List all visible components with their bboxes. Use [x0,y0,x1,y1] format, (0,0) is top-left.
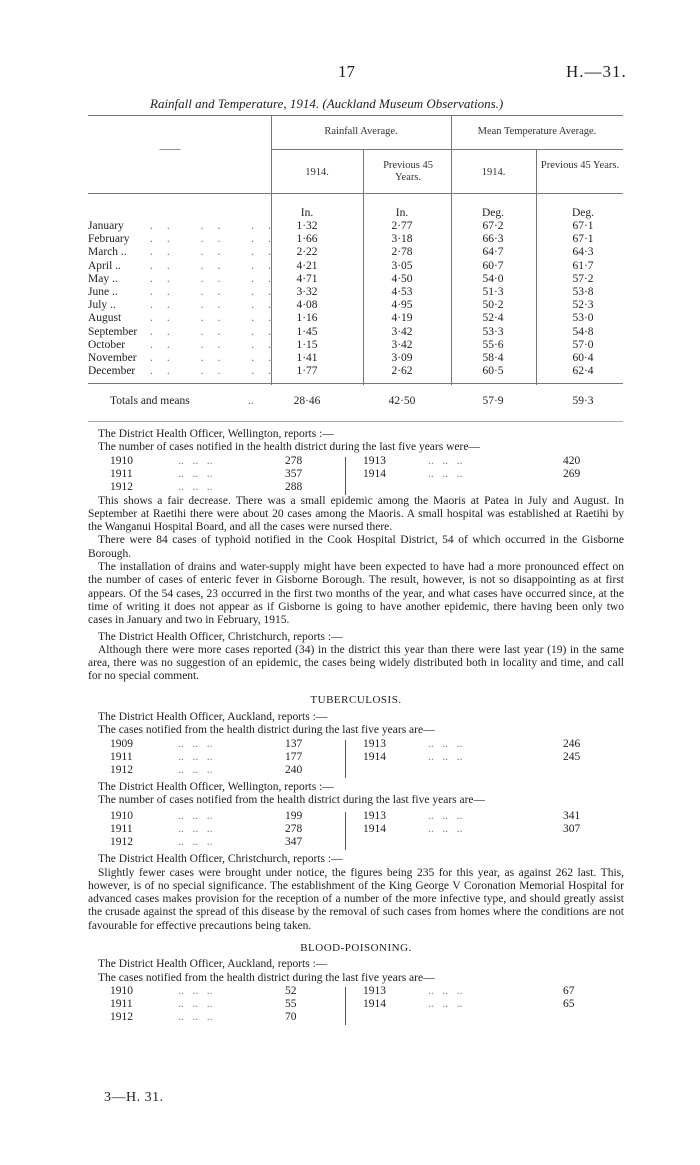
report-intro: The District Health Officer, Wellington, reports :— [98,428,334,440]
paragraph: Slightly fewer cases were brought under notice, the figures being 235 for this year, as against 262 last. This, however, is of no special significance. The establishment of the King George V Coronation Memorial Hospital for advanced cases makes provision for the reception of a number of the more infective type, and should greatly assist the crusade against the spread of this disease by the removal of such cases from homes where the conditions are not favourable for effective precautions being taken. [88,866,624,932]
header-rule [271,149,623,150]
table-row: May .. .. .. .. 4·71 4·50 54·0 57·2 [88,272,594,285]
section-heading: BLOOD-POISONING. [300,942,412,955]
report-intro: The District Health Officer, Auckland, reports :— [98,711,328,724]
table-row: April .. .. .. .. 4·21 3·05 60·7 61·7 [88,259,594,272]
report-intro: The District Health Officer, Auckland, reports :— [98,958,328,971]
totals-rule [88,383,623,384]
report-intro: The District Health Officer, Christchurch, reports :— [98,630,343,643]
units-row [88,207,623,220]
table-row: July .. .. .. .. 4·08 4·95 50·2 52·3 [88,299,594,312]
table-row: December .. .. .. 1·77 2·62 60·5 62·4 [88,365,594,378]
table-row: February .. .. .. 1·66 3·18 66·3 67·1 [88,233,594,246]
tb-wellington-table: 1910 .. .. .. 199 1911 .. .. .. 278 1912 .. .. .. 347 1913 .. .. .. 341 1914 .. .. .. 307 [110,810,581,849]
totals-row: Totals and means .. 28·46 42·50 57·9 59·3 [110,395,594,407]
table-row: June .. .. .. .. 3·32 4·53 51·3 53·8 [88,285,594,298]
tb-auckland-table: 1909 .. .. .. 137 1911 .. .. .. 177 1912 .. .. .. 240 1913 .. .. .. 246 1914 .. .. .. 245 [110,737,581,776]
table-row: March .. .. .. .. 2·22 2·78 64·7 64·3 [88,246,594,259]
table-bottom-rule [88,421,623,422]
bp-auckland-table: 1910 .. .. .. 52 1911 .. .. .. 55 1912 .. .. .. 70 1913 .. .. .. 67 1914 .. .. .. 65 [110,984,575,1023]
unit-label: In. [300,207,314,219]
header-bottom-rule [88,193,623,194]
temperature-header: Mean Temperature Average. [477,126,597,137]
table-top-rule [88,115,623,116]
table-row: October .. .. .. 1·15 3·42 55·6 57·0 [88,338,594,351]
report-intro: The number of cases notified in the health district during the last five years were— [98,441,480,454]
rainfall-temperature-table [88,115,623,407]
totals-label: Totals and means [110,395,190,407]
report-body [88,428,624,1025]
typhoid-wellington-table: 1910 .. .. .. 278 1911 .. .. .. 357 1912 .. .. .. 288 1913 .. .. .. 420 1914 .. .. .. 269 [110,454,581,493]
report-intro: The District Health Officer, Wellington, reports :— [98,780,334,793]
page-footer: 3—H. 31. [104,1090,164,1105]
report-intro: The cases notified from the health district during the last five years are— [98,971,435,984]
table-row: August .. .. .. 1·16 4·19 52·4 53·0 [88,312,594,325]
table-row: November .. .. .. 1·41 3·09 58·4 60·4 [88,351,594,364]
section-heading: TUBERCULOSIS. [310,693,402,706]
page-reference: H.—31. [566,62,627,81]
unit-label: Deg. [481,207,505,219]
paragraph: There were 84 cases of typhoid notified in the Cook Hospital District, 54 of which occurred in the Gisborne Borough. [88,534,624,560]
report-intro: The District Health Officer, Christchurch, reports :— [98,853,343,866]
table-row: January .. .. .. 1·32 2·77 67·2 67·1 [88,220,594,232]
temp-1914-header: 1914. [481,167,506,178]
table-row: September .. .. .. 1·45 3·42 53·3 54·8 [88,325,594,338]
month-column-header: —— [159,144,181,155]
report-intro: The number of cases notified from the health district during the last five years are— [98,793,486,806]
paragraph: Although there were more cases reported (34) in the district this year than there were last year (19) in the same area, there was no suggestion of an epidemic, the cases being widely distributed both in locality and time, and call for no special comment. [88,643,624,683]
paragraph: The installation of drains and water-supply might have been expected to have had a more pronounced effect on the number of cases of enteric fever in Gisborne Borough. The result, however, is not so disappointing as at first appears. Of the 54 cases, 23 occurred in the first two months of the year, and what cases have occurred since, at the time of writing it does not appear as if Gisborne is going to have another epidemic, there having been only two cases in January and two in February, 1915. [88,561,624,627]
unit-label: In. [395,207,409,219]
rainfall-header: Rainfall Average. [324,126,398,137]
page-number: 17 [338,62,355,81]
rain-1914-header: 1914. [305,167,329,178]
report-intro: The cases notified from the health district during the last five years are— [98,724,435,737]
month-rows [88,220,623,378]
table-title: Rainfall and Temperature, 1914. (Auckland Museum Observations.) [150,96,504,111]
paragraph: This shows a fair decrease. There was a small epidemic among the Maoris at Patea in July and August. In September at Raetihi there were about 20 cases among the Maoris. A small hospital was established at Raetihi by the Wanganui Hospital Board, and all the cases were nursed there. [88,494,624,534]
unit-label: Deg. [571,207,595,219]
temp-prev-header: Previous 45 Years. [540,160,620,171]
rain-prev-header: Previous 45 Years. [383,160,433,183]
